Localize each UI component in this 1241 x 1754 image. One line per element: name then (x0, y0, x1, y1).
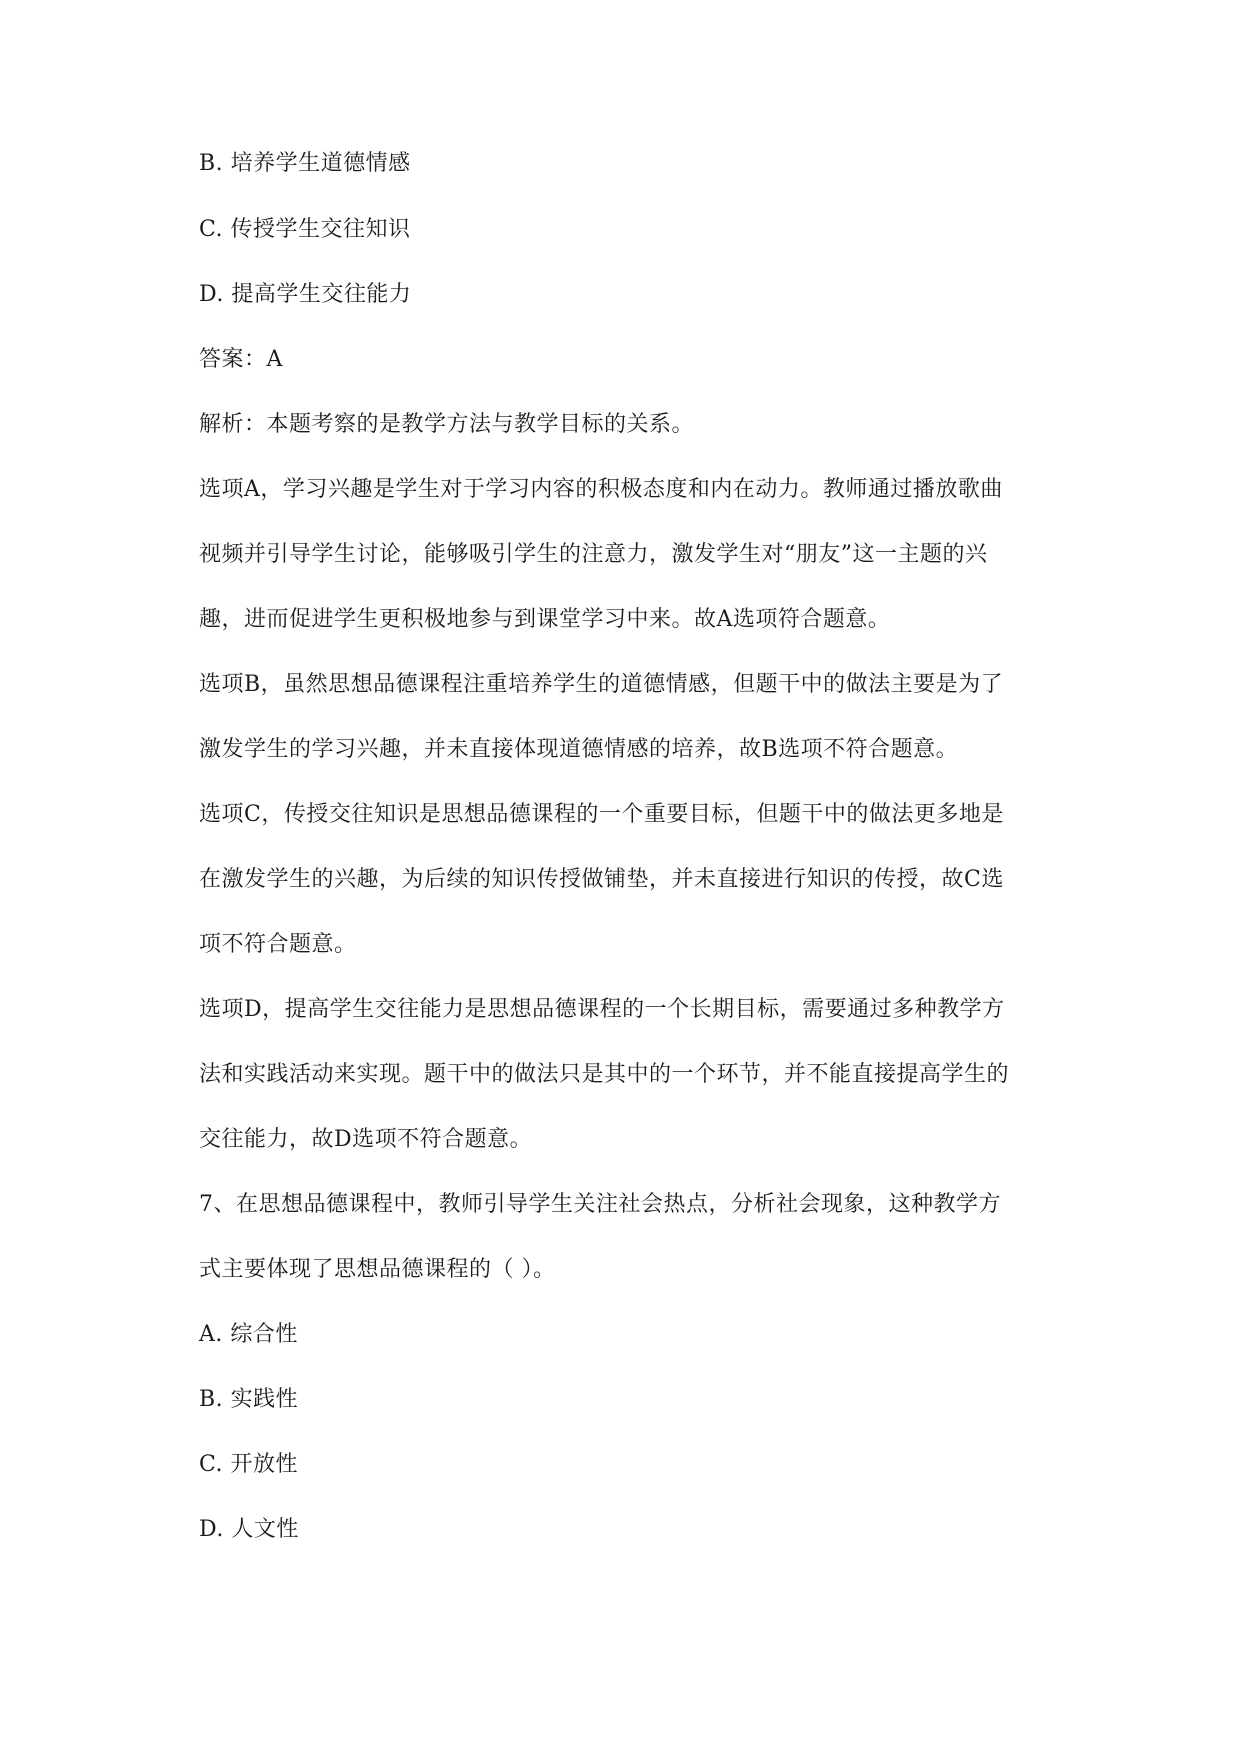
q7-option-a: A. 综合性 (199, 1322, 298, 1347)
answer-line: 答案：A (199, 347, 283, 372)
analysis-d-line-3: 交往能力，故D选项不符合题意。 (199, 1127, 533, 1152)
analysis-b-line-2: 激发学生的学习兴趣，并未直接体现道德情感的培养，故B选项不符合题意。 (199, 737, 959, 762)
analysis-intro-line: 解析：本题考察的是教学方法与教学目标的关系。 (199, 412, 695, 437)
analysis-c-line-1: 选项C，传授交往知识是思想品德课程的一个重要目标，但题干中的做法更多地是 (199, 802, 1004, 827)
q7-option-b: B. 实践性 (199, 1387, 299, 1412)
q7-option-d: D. 人文性 (199, 1517, 299, 1542)
analysis-b-line-1: 选项B，虽然思想品德课程注重培养学生的道德情感，但题干中的做法主要是为了 (199, 672, 1004, 697)
analysis-a-line-3: 趣，进而促进学生更积极地参与到课堂学习中来。故A选项符合题意。 (199, 607, 891, 632)
analysis-a-line-2: 视频并引导学生讨论，能够吸引学生的注意力，激发学生对“朋友”这一主题的兴 (199, 542, 988, 567)
question-7-line-2: 式主要体现了思想品德课程的（ ）。 (199, 1257, 556, 1282)
analysis-c-line-2: 在激发学生的兴趣，为后续的知识传授做铺垫，并未直接进行知识的传授，故C选 (199, 867, 1004, 892)
analysis-a-line-1: 选项A，学习兴趣是学生对于学习内容的积极态度和内在动力。教师通过播放歌曲 (199, 477, 1003, 502)
q7-option-c: C. 开放性 (199, 1452, 299, 1477)
analysis-d-line-2: 法和实践活动来实现。题干中的做法只是其中的一个环节，并不能直接提高学生的 (199, 1062, 1010, 1087)
question-7-line-1: 7、在思想品德课程中，教师引导学生关注社会热点，分析社会现象，这种教学方 (199, 1192, 1001, 1217)
option-c-line: C. 传授学生交往知识 (199, 217, 411, 242)
analysis-c-line-3: 项不符合题意。 (199, 932, 357, 957)
option-b-line: B. 培养学生道德情感 (199, 151, 411, 176)
option-d-line: D. 提高学生交往能力 (199, 282, 412, 307)
analysis-d-line-1: 选项D，提高学生交往能力是思想品德课程的一个长期目标，需要通过多种教学方 (199, 997, 1005, 1022)
